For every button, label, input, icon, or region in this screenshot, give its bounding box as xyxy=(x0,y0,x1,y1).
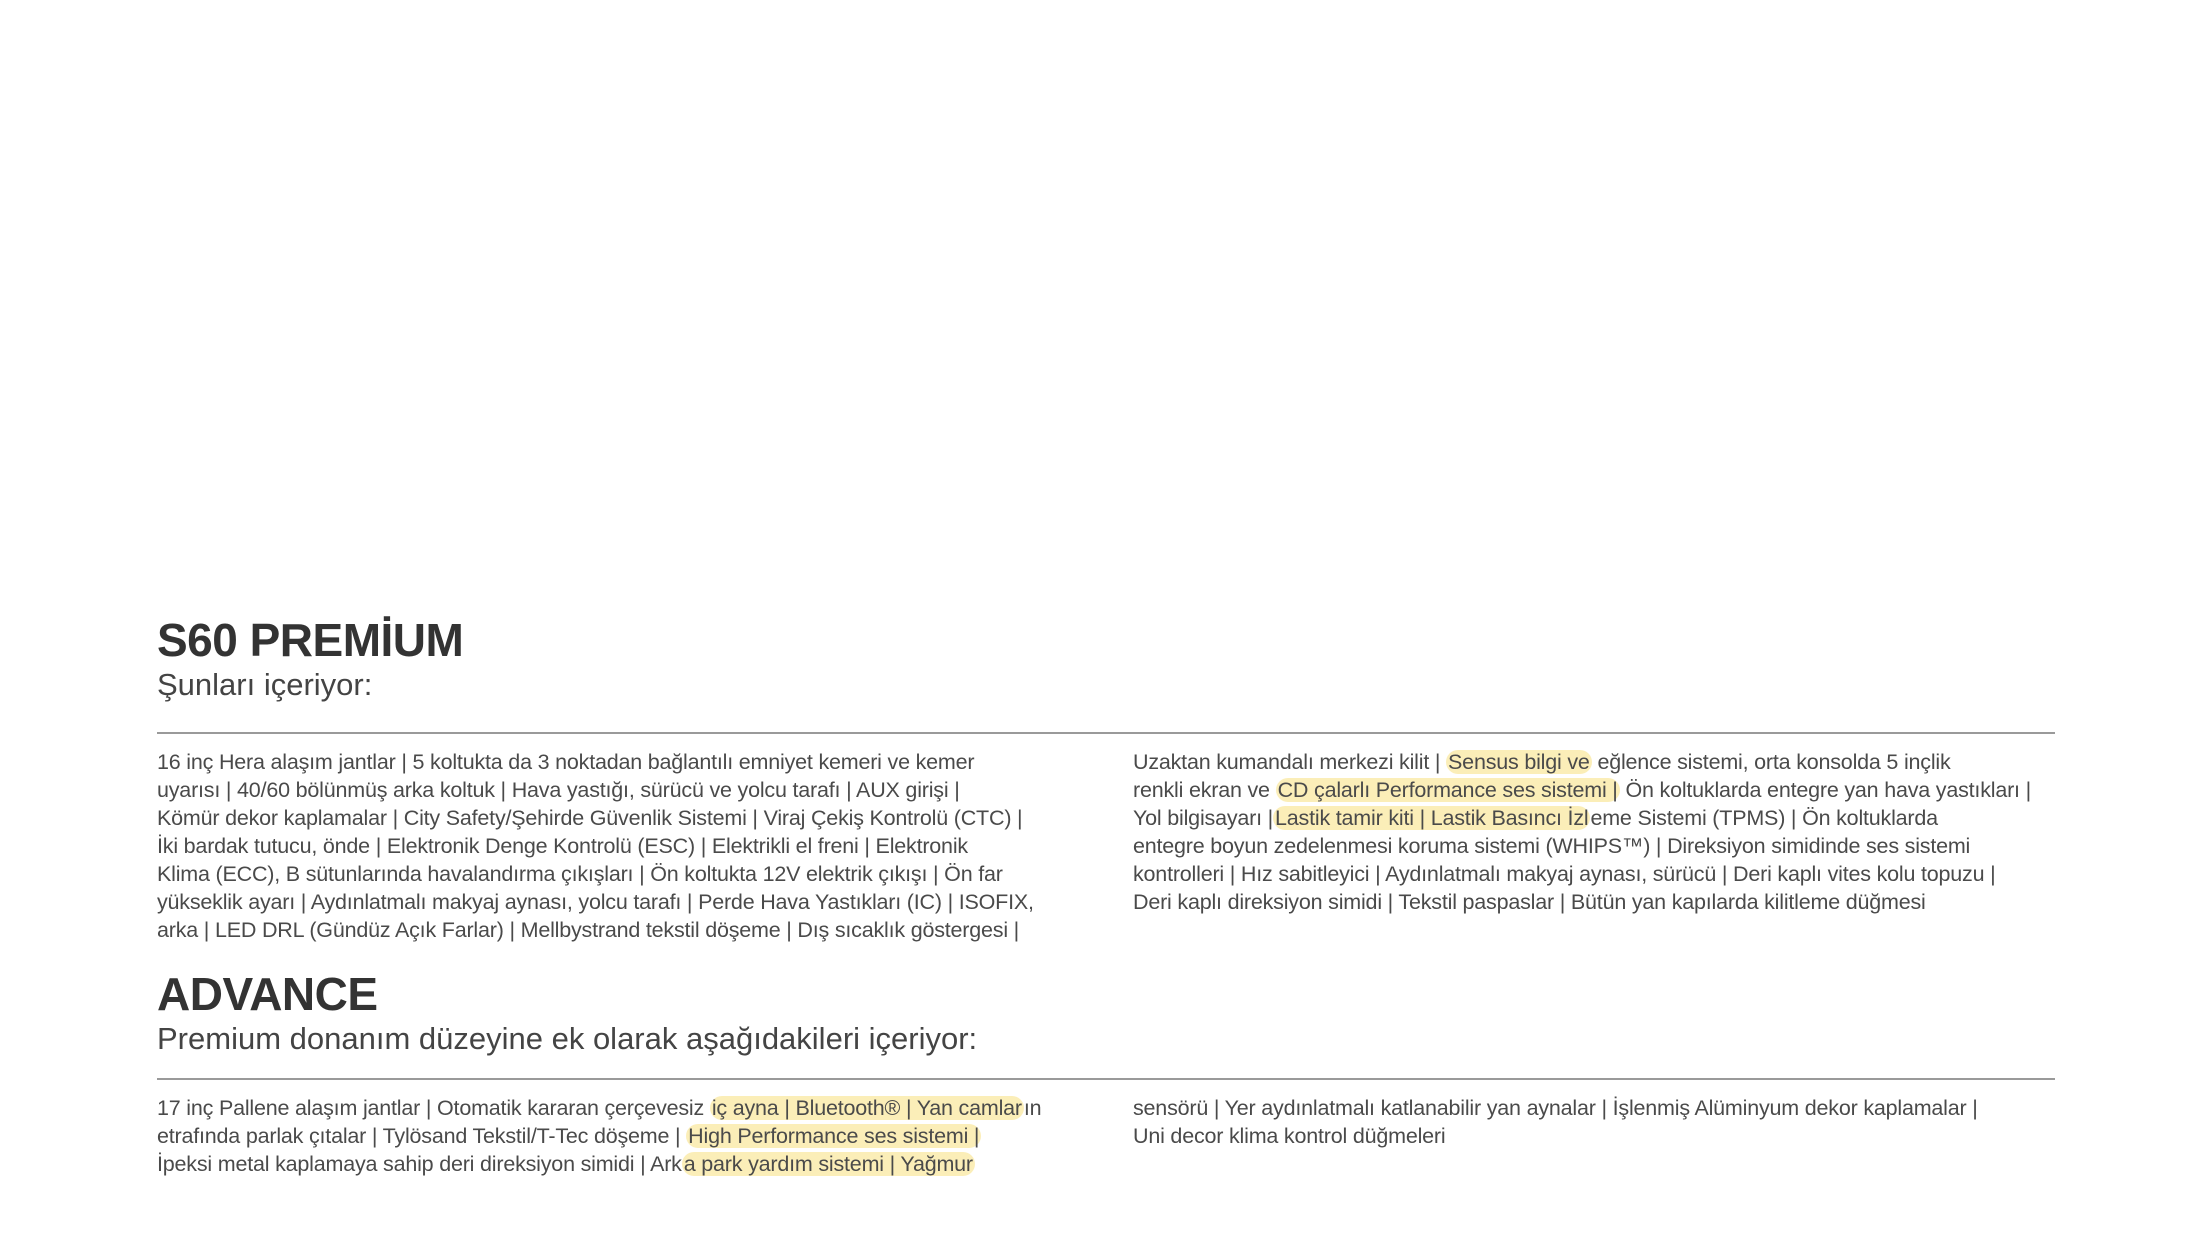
highlighted-text: Lastik tamir kiti | Lastik Basıncı İzl xyxy=(1275,806,1589,830)
premium-divider xyxy=(157,732,2055,734)
premium-right-line xyxy=(1133,748,2063,776)
text-segment: Ön koltuklarda entegre yan hava yastıkları | xyxy=(1619,778,2031,802)
text-segment: ın xyxy=(1023,1096,1042,1120)
advance-columns xyxy=(157,1094,2055,1194)
advance-right-line: sensörü | Yer aydınlatmalı katlanabilir yan aynalar | İşlenmiş Alüminyum dekor kaplamalar | xyxy=(1133,1096,1978,1120)
advance-right-column xyxy=(1133,1094,2063,1150)
advance-right-line: Uni decor klima kontrol düğmeleri xyxy=(1133,1124,1446,1148)
premium-left-line: uyarısı | 40/60 bölünmüş arka koltuk | Hava yastığı, sürücü ve yolcu tarafı | AUX girişi | xyxy=(157,778,960,802)
premium-right-column xyxy=(1133,748,2063,916)
premium-left-line: Kömür dekor kaplamalar | City Safety/Şehirde Güvenlik Sistemi | Viraj Çekiş Kontrolü (CTC) | xyxy=(157,806,1023,830)
text-segment: Yol bilgisayarı | xyxy=(1133,806,1274,830)
highlighted-text: Sensus bilgi ve xyxy=(1448,750,1590,774)
advance-left-line xyxy=(157,1150,1087,1178)
highlighted-text: iç ayna | Bluetooth® | Yan camlar xyxy=(711,1096,1022,1120)
advance-divider xyxy=(157,1078,2055,1080)
premium-title: S60 PREMİUM xyxy=(157,614,464,666)
text-segment: İpeksi metal kaplamaya sahip deri direksiyon simidi | Ark xyxy=(157,1152,682,1176)
text-segment: etrafında parlak çıtalar | Tylösand Tekstil/T-Tec döşeme | xyxy=(157,1124,687,1148)
premium-columns xyxy=(157,748,2055,948)
premium-right-line xyxy=(1133,776,2063,804)
advance-section xyxy=(157,968,2055,1194)
premium-right-line xyxy=(1133,804,2063,832)
highlighted-text: a park yardım sistemi | Yağmur xyxy=(683,1152,973,1176)
premium-left-line: İki bardak tutucu, önde | Elektronik Denge Kontrolü (ESC) | Elektrikli el freni | Elektronik xyxy=(157,834,968,858)
advance-title: ADVANCE xyxy=(157,968,378,1020)
advance-left-column xyxy=(157,1094,1087,1178)
highlighted-text: High Performance ses sistemi | xyxy=(688,1124,980,1148)
advance-subtitle: Premium donanım düzeyine ek olarak aşağıdakileri içeriyor: xyxy=(157,1021,978,1056)
text-segment: renkli ekran ve xyxy=(1133,778,1276,802)
premium-left-line: 16 inç Hera alaşım jantlar | 5 koltukta da 3 noktadan bağlantılı emniyet kemeri ve kemer xyxy=(157,750,975,774)
advance-left-line xyxy=(157,1094,1087,1122)
premium-section xyxy=(157,614,2055,948)
text-segment: 17 inç Pallene alaşım jantlar | Otomatik kararan çerçevesiz xyxy=(157,1096,710,1120)
premium-right-line: kontrolleri | Hız sabitleyici | Aydınlatmalı makyaj aynası, sürücü | Deri kaplı vites kolu topuzu | xyxy=(1133,862,1996,886)
highlighted-text: CD çalarlı Performance ses sistemi | xyxy=(1277,778,1618,802)
premium-right-line: entegre boyun zedelenmesi koruma sistemi (WHIPS™) | Direksiyon simidinde ses sistemi xyxy=(1133,834,1971,858)
advance-left-line xyxy=(157,1122,1087,1150)
premium-left-line: yükseklik ayarı | Aydınlatmalı makyaj aynası, yolcu tarafı | Perde Hava Yastıkları (IC) | ISOFIX, xyxy=(157,890,1034,914)
premium-left-line: arka | LED DRL (Gündüz Açık Farlar) | Mellbystrand tekstil döşeme | Dış sıcaklık göstergesi | xyxy=(157,918,1020,942)
text-segment: eğlence sistemi, orta konsolda 5 inçlik xyxy=(1591,750,1951,774)
premium-left-line: Klima (ECC), B sütunlarında havalandırma çıkışları | Ön koltukta 12V elektrik çıkışı | Ön far xyxy=(157,862,1003,886)
premium-right-line: Deri kaplı direksiyon simidi | Tekstil paspaslar | Bütün yan kapılarda kilitleme düğmesi xyxy=(1133,890,1926,914)
text-segment: Uzaktan kumandalı merkezi kilit | xyxy=(1133,750,1447,774)
text-segment: eme Sistemi (TPMS) | Ön koltuklarda xyxy=(1590,806,1938,830)
premium-subtitle: Şunları içeriyor: xyxy=(157,667,373,702)
premium-left-column xyxy=(157,748,1087,944)
